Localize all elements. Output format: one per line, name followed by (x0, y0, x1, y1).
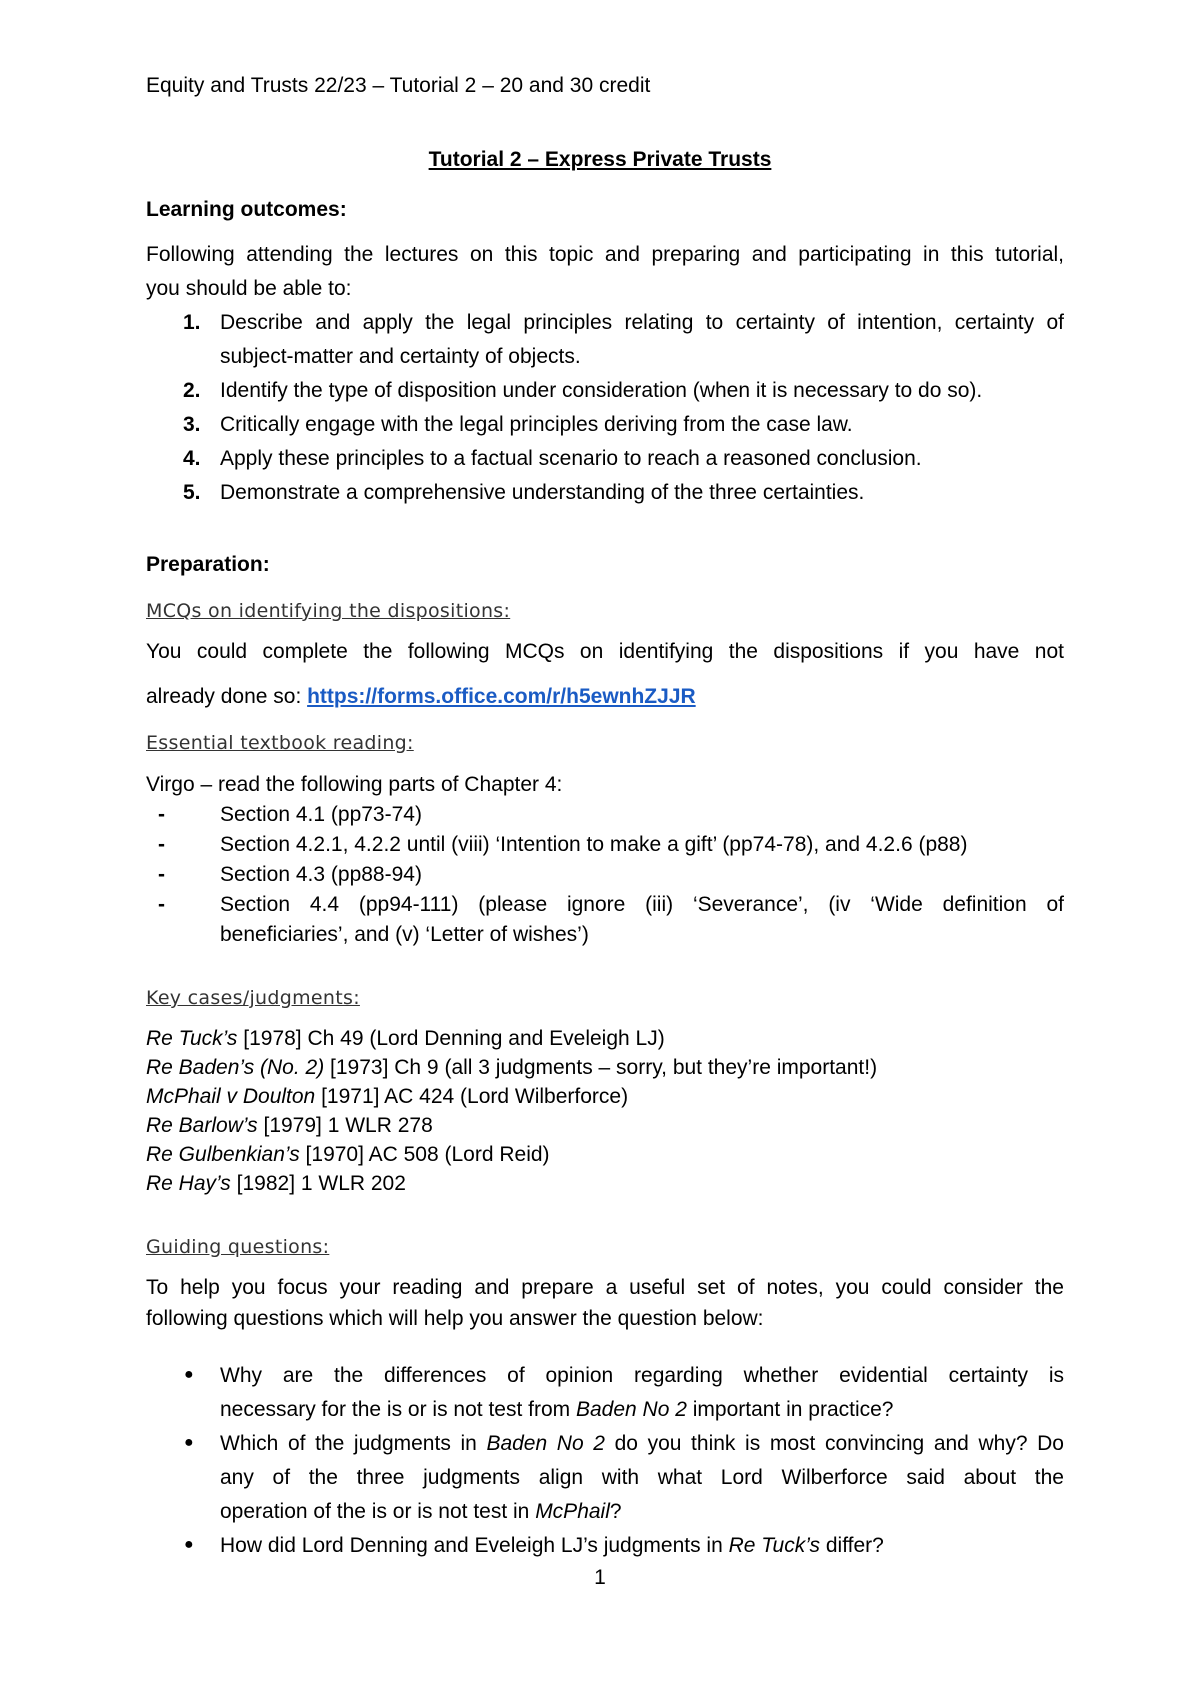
case-item (146, 1143, 550, 1167)
case-citation: [1971] AC 424 (Lord Wilberforce) (315, 1085, 629, 1108)
page-number: 1 (594, 1566, 606, 1589)
case-reference: Baden No 2 (486, 1432, 605, 1455)
preparation-heading: Preparation: (146, 553, 270, 576)
list-text: Apply these principles to a factual scenario to reach a reasoned conclusion. (220, 447, 922, 470)
text-run: Which of the judgments in (220, 1432, 487, 1455)
case-reference: Baden No 2 (575, 1398, 687, 1421)
list-text: Section 4.4 (pp94-111) (please ignore (iii) ‘Severance’, (iv ‘Wide definition of (220, 893, 1064, 916)
list-number: 5. (183, 481, 201, 504)
dash-marker: - (158, 833, 165, 856)
list-text-continued: beneficiaries’, and (v) ‘Letter of wishes’) (220, 923, 589, 946)
text-run: do you think is most convincing and why? Do (604, 1432, 1064, 1455)
list-number: 3. (183, 413, 201, 436)
learning-outcomes-intro-line2: you should be able to: (146, 277, 352, 300)
dash-marker: - (158, 863, 165, 886)
question-text-continued (220, 1500, 1064, 1524)
case-name: Re Hay’s (146, 1172, 231, 1195)
list-text: Critically engage with the legal principles deriving from the case law. (220, 413, 853, 436)
list-text: Identify the type of disposition under consideration (when it is necessary to do so). (220, 379, 983, 402)
case-name: Re Barlow’s (146, 1114, 258, 1137)
case-name: Re Baden’s (No. 2) (146, 1056, 325, 1079)
mcq-subheading: MCQs on identifying the dispositions: (146, 600, 511, 622)
guiding-subheading: Guiding questions: (146, 1236, 330, 1258)
list-text: Section 4.3 (pp88-94) (220, 863, 422, 886)
list-text: Section 4.2.1, 4.2.2 until (viii) ‘Intention to make a gift’ (pp74-78), and 4.2.6 (p88) (220, 833, 968, 856)
text-run: important in practice? (686, 1398, 894, 1421)
case-name: Re Tuck’s (146, 1027, 238, 1050)
case-citation: [1979] 1 WLR 278 (257, 1114, 433, 1137)
text-run: ? (609, 1500, 622, 1523)
question-text: Why are the differences of opinion regarding whether evidential certainty is (220, 1364, 1064, 1387)
learning-outcomes-heading: Learning outcomes: (146, 198, 347, 221)
bullet-icon: ● (184, 1366, 194, 1383)
question-text-continued (220, 1398, 1064, 1422)
list-text-continued: subject-matter and certainty of objects. (220, 345, 581, 368)
case-citation: [1982] 1 WLR 202 (230, 1172, 406, 1195)
dash-marker: - (158, 803, 165, 826)
case-citation: [1970] AC 508 (Lord Reid) (299, 1143, 550, 1166)
bullet-icon: ● (184, 1434, 194, 1451)
mcq-text-line1: You could complete the following MCQs on identifying the dispositions if you have not (146, 640, 1064, 663)
bullet-icon: ● (184, 1536, 194, 1553)
case-item (146, 1114, 433, 1138)
case-name: McPhail v Doulton (146, 1085, 316, 1108)
mcq-forms-link[interactable]: https://forms.office.com/r/h5ewnhZJJR (307, 685, 696, 708)
document-header: Equity and Trusts 22/23 – Tutorial 2 – 20 and 30 credit (146, 74, 651, 97)
case-citation: [1978] Ch 49 (Lord Denning and Eveleigh LJ) (237, 1027, 665, 1050)
list-number: 2. (183, 379, 201, 402)
list-number: 1. (183, 311, 201, 334)
question-text (220, 1534, 1064, 1558)
dash-marker: - (158, 893, 165, 916)
mcq-text-prefix: already done so: (146, 685, 308, 708)
case-citation: [1973] Ch 9 (all 3 judgments – sorry, but they’re important!) (324, 1056, 878, 1079)
mcq-text-line2 (146, 685, 696, 709)
case-item (146, 1172, 406, 1196)
case-name: Re Gulbenkian’s (146, 1143, 300, 1166)
text-run: differ? (820, 1534, 884, 1557)
question-text (220, 1432, 1064, 1456)
list-text: Demonstrate a comprehensive understanding of the three certainties. (220, 481, 865, 504)
case-reference: McPhail (535, 1500, 610, 1523)
text-run: necessary for the is or is not test from (220, 1398, 576, 1421)
learning-outcomes-intro-line1: Following attending the lectures on this topic and preparing and participating in this tutorial, (146, 243, 1064, 266)
page-title: Tutorial 2 – Express Private Trusts (428, 148, 772, 171)
question-text-continued: any of the three judgments align with what Lord Wilberforce said about the (220, 1466, 1064, 1489)
reading-subheading: Essential textbook reading: (146, 732, 414, 754)
case-item (146, 1056, 877, 1080)
guiding-intro-line2: following questions which will help you answer the question below: (146, 1307, 764, 1330)
case-item (146, 1027, 665, 1051)
text-run: How did Lord Denning and Eveleigh LJ’s judgments in (220, 1534, 729, 1557)
text-run: operation of the is or is not test in (220, 1500, 536, 1523)
case-reference: Re Tuck’s (728, 1534, 821, 1557)
list-text: Describe and apply the legal principles relating to certainty of intention, certainty of (220, 311, 1064, 334)
reading-intro: Virgo – read the following parts of Chapter 4: (146, 773, 563, 796)
case-item (146, 1085, 628, 1109)
list-number: 4. (183, 447, 201, 470)
guiding-intro-line1: To help you focus your reading and prepare a useful set of notes, you could consider the (146, 1276, 1064, 1299)
list-text: Section 4.1 (pp73-74) (220, 803, 422, 826)
cases-subheading: Key cases/judgments: (146, 987, 360, 1009)
